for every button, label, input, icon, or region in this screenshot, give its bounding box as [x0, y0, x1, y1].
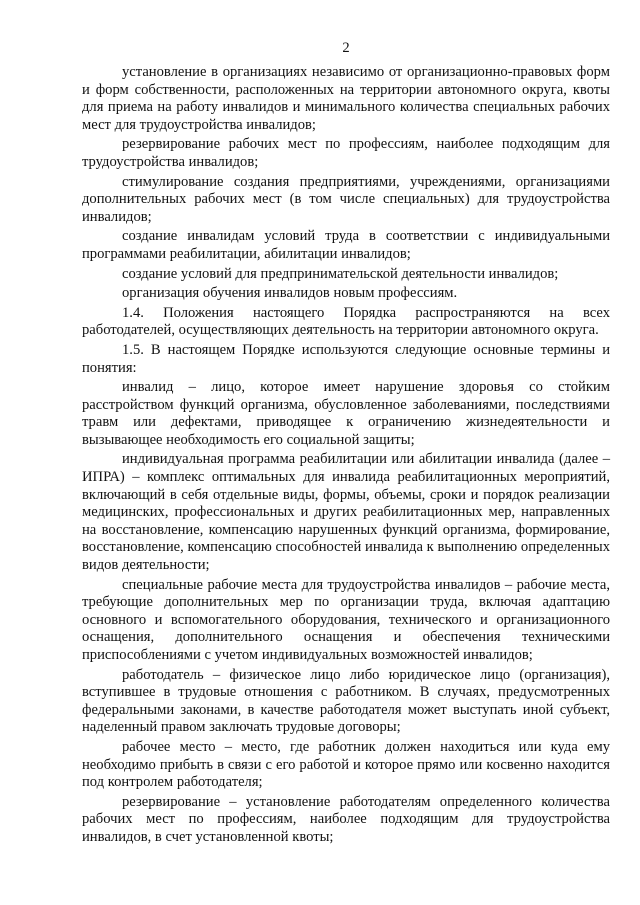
paragraph-training: организация обучения инвалидов новым профессиям.	[122, 285, 458, 302]
term-reservation: резервирование – установление работодателям определенного количества рабочих мест по профессиям, наиболее подходящим для трудоустройства инвалидов, в счет установленной квоты;	[82, 793, 610, 845]
term-disabled-person: инвалид – лицо, которое имеет нарушение здоровья со стойким расстройством функций организма, обусловленное заболеваниями, последствиями травм или дефектами, приводящее к ограничению жизнедеятельности и вызывающее необходимость его социальной защиты;	[82, 379, 610, 448]
document-body	[82, 64, 610, 849]
paragraph-working-conditions: создание инвалидам условий труда в соответствии с индивидуальными программами реабилитации, абилитации инвалидов;	[82, 228, 610, 262]
paragraph-job-creation-stimulus: стимулирование создания предприятиями, учреждениями, организациями дополнительных рабочих мест (в том числе специальных) для трудоустройства инвалидов;	[82, 173, 610, 225]
paragraph-job-reservation: резервирование рабочих мест по профессиям, наиболее подходящим для трудоустройства инвалидов;	[82, 136, 610, 170]
paragraph-entrepreneurship: создание условий для предпринимательской деятельности инвалидов;	[122, 265, 559, 282]
paragraph-quota-establishment: установление в организациях независимо от организационно-правовых форм и форм собственности, расположенных на территории автономного округа, квоты для приема на работу инвалидов и минимального количества специальных рабочих мест для трудоустройства инвалидов;	[82, 64, 610, 133]
page-number: 2	[342, 40, 350, 56]
term-employer: работодатель – физическое лицо либо юридическое лицо (организация), вступившее в трудовые отношения с работником. В случаях, предусмотренных федеральными законами, в качестве работодателя может выступать иной субъект, наделенный правом заключать трудовые договоры;	[82, 666, 610, 736]
document-page	[82, 0, 610, 905]
paragraph-section-1-5: 1.5. В настоящем Порядке используются следующие основные термины и понятия:	[82, 341, 610, 376]
term-special-workplaces: специальные рабочие места для трудоустройства инвалидов – рабочие места, требующие дополнительных мер по организации труда, включая адаптацию основного и вспомогательного оборудования, технического и организационного оснащения, дополнительного оснащения и обеспечения техническими приспособлениями с учетом индивидуальных возможностей инвалидов;	[82, 576, 610, 663]
term-ipra: индивидуальная программа реабилитации или абилитации инвалида (далее – ИПРА) – комплекс оптимальных для инвалида реабилитационных мероприятий, включающий в себя отдельные виды, формы, объемы, сроки и порядок реализации медицинских, профессиональных и других реабилитационных мер, направленных на восстановление, компенсацию нарушенных функций организма, формирование, восстановление, компенсацию способностей инвалида к выполнению определенных видов деятельности;	[82, 451, 610, 574]
paragraph-section-1-4: 1.4. Положения настоящего Порядка распространяются на всех работодателей, осуществляющих деятельность на территории автономного округа.	[82, 304, 610, 339]
term-workplace: рабочее место – место, где работник должен находиться или куда ему необходимо прибыть в связи с его работой и которое прямо или косвенно находится под контролем работодателя;	[82, 738, 610, 791]
